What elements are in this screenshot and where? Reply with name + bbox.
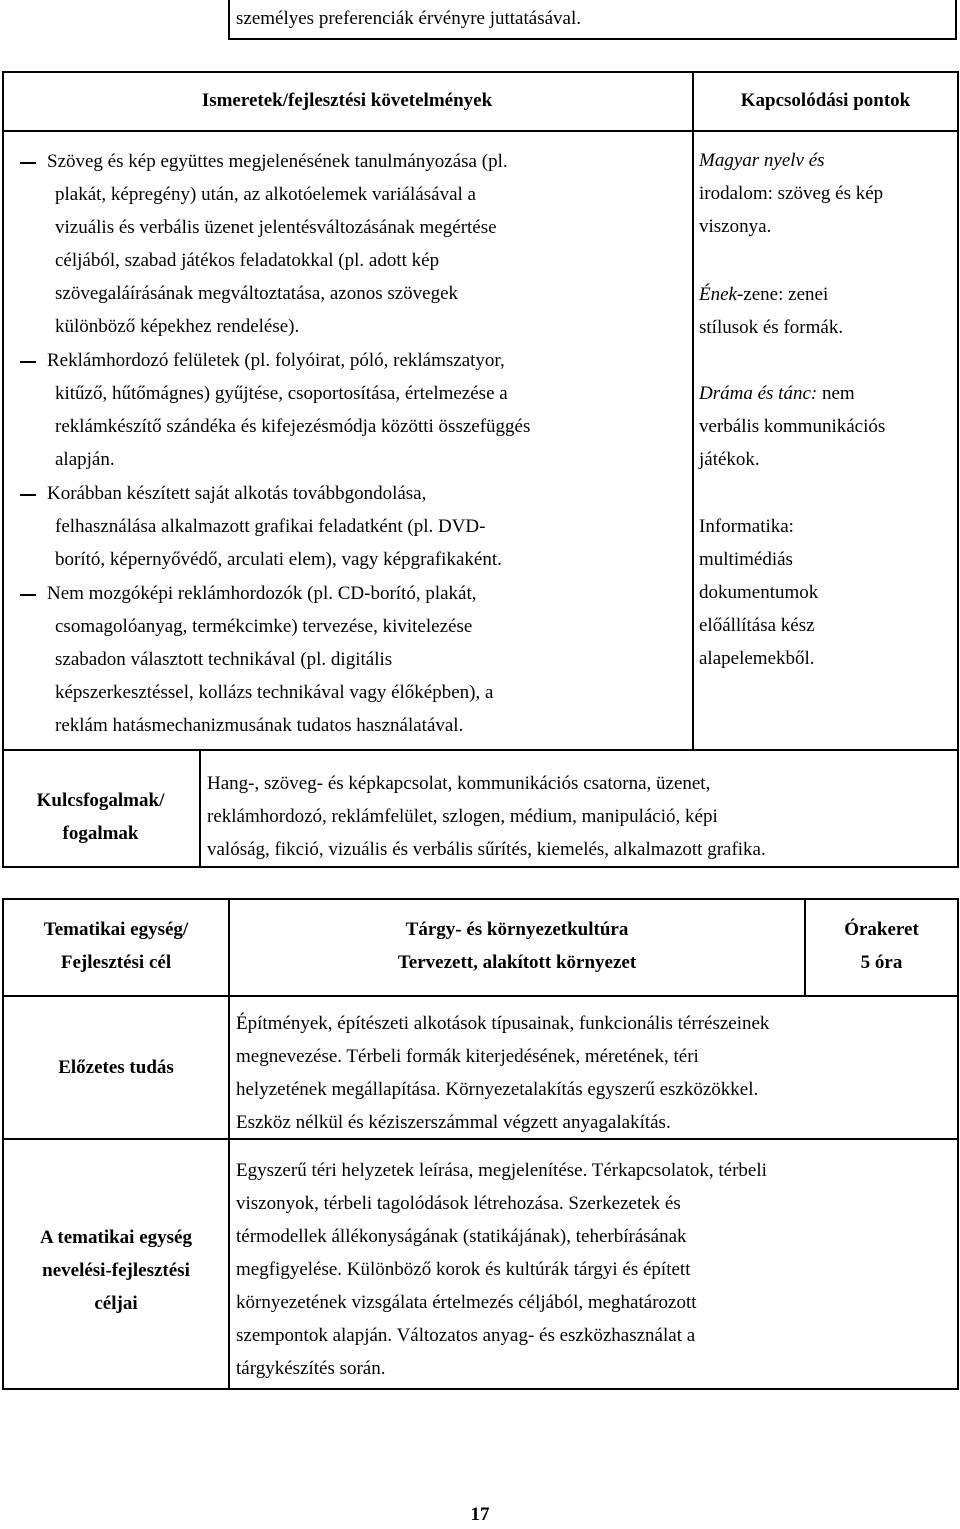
requirement-item-3: Korábban készített saját alkotás továbbgondolása, felhasználása alkalmazott grafikai feladatként (pl. DVD- borító, képernyővédő, arculati elem), vagy képgrafikaként. [47, 483, 502, 570]
connection-hungarian: Magyar nyelv és irodalom: szöveg és kép viszonya. [699, 150, 884, 237]
dash-bullet [20, 594, 36, 596]
prior-knowledge-text: Építmények, építészeti alkotások típusainak, funkcionális térrészeinek megnevezése. Térbeli formák kiterjedésének, méretének, téri helyzetének megállapítása. Környezetalakítás egyszerű eszközökkel. Eszköz nélkül és kéziszerszámmal végzett anyagalakítás. [236, 1013, 770, 1133]
dash-bullet [20, 162, 36, 164]
connection-informatics: Informatika: multimédiás dokumentumok előállítása kész alapelemekből. [699, 516, 819, 669]
requirement-item-4: Nem mozgóképi reklámhordozók (pl. CD-borító, plakát, csomagolóanyag, termékcimke) tervezése, kivitelezése szabadon választott technikával (pl. digitális képszerkesztéssel, kollázs technikával vagy élőképben), a reklám hatásmechanizmusának tudatos használatával. [47, 583, 494, 736]
unit-label: Tematikai egység/ Fejlesztési cél [43, 919, 189, 973]
key-column-divider [199, 749, 201, 868]
connection-music: Ének-zene: zenei stílusok és formák. [699, 284, 844, 338]
prior-knowledge-label: Előzetes tudás [58, 1057, 174, 1078]
header-divider [2, 130, 959, 132]
requirements-header: Ismeretek/fejlesztési követelmények [201, 90, 493, 111]
goals-text: Egyszerű téri helyzetek leírása, megjelenítése. Térkapcsolatok, térbeli viszonyok, térbeli tagolódások létrehozása. Szerkezetek és térmodellek állékonyságának (statikájának), teherbírásának megfigyelése. Különböző korok és kultúrák tárgyi és épített környezetének vizsgálata értelmezés céljából, meghatározott szempontok alapján. Változatos anyag- és eszközhasználat a tárgykészítés során. [236, 1160, 767, 1379]
key-concepts-text: Hang-, szöveg- és képkapcsolat, kommunikációs csatorna, üzenet, reklámhordozó, reklámfelület, szlogen, médium, manipuláció, képi valóság, fikció, vizuális és verbális sűrítés, kiemelés, alkalmazott grafika. [207, 773, 766, 860]
connections-header: Kapcsolódási pontok [740, 90, 911, 111]
dash-bullet [20, 494, 36, 496]
requirement-item-1: Szöveg és kép együttes megjelenésének tanulmányozása (pl. plakát, képregény) után, az alkotóelemek variálásával a vizuális és verbális üzenet jelentésváltozásának megértése céljából, szabad játékos feladatokkal (pl. adott kép szövegaláírásának megváltoztatása, azonos szövegek különböző képekhez rendelése). [47, 151, 508, 337]
dash-bullet [20, 361, 36, 363]
requirement-item-2: Reklámhordozó felületek (pl. folyóirat, póló, reklámszatyor, kitűző, hűtőmágnes) gyűjtése, csoportosítása, értelmezése a reklámkészítő szándéka és kifejezésmódja közötti összefüggés alapján. [47, 350, 531, 470]
goals-label: A tematikai egység nevelési-fejlesztési céljai [40, 1227, 192, 1314]
connection-drama: Dráma és tánc: nem verbális kommunikációs játékok. [699, 383, 886, 470]
unit-hours: Órakeret 5 óra [844, 919, 919, 973]
unit-title: Tárgy- és környezetkultúra Tervezett, alakított környezet [397, 919, 637, 973]
key-concepts-label: Kulcsfogalmak/ fogalmak [36, 790, 165, 844]
column-divider [692, 71, 694, 751]
page-number: 17 [470, 1504, 490, 1525]
key-divider [2, 749, 959, 751]
top-fragment-text: személyes preferenciák érvényre juttatásával. [236, 8, 581, 29]
